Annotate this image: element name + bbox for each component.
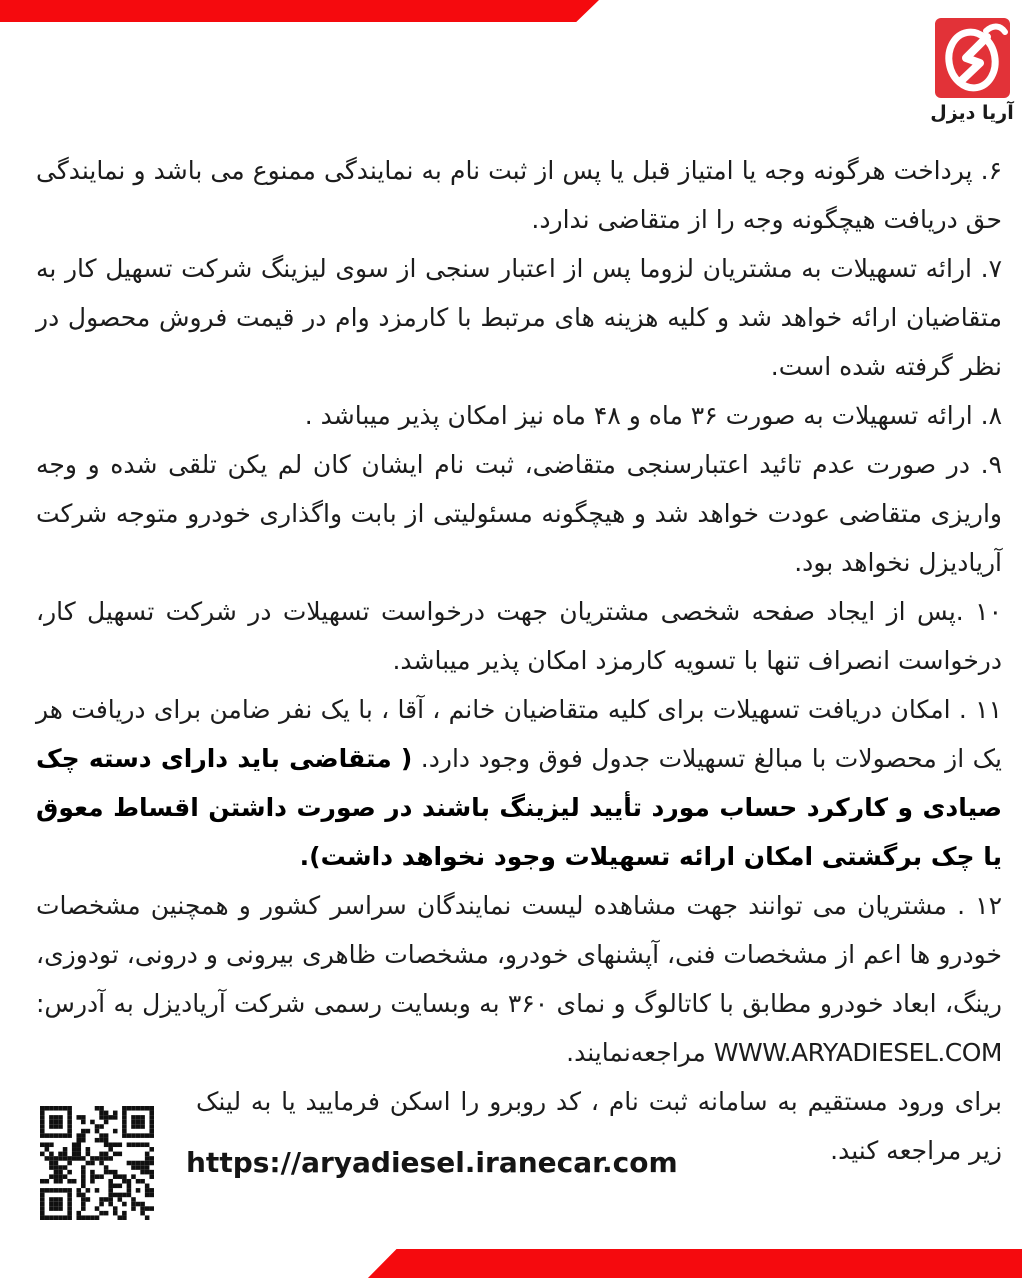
top-red-banner [0, 0, 599, 22]
term-text: مراجعه‌نمایند. [566, 1038, 714, 1067]
arya-diesel-logo-icon [935, 18, 1010, 98]
website-url: WWW.ARYADIESEL.COM [713, 1038, 1002, 1067]
qr-caption: برای ورود مستقیم به سامانه ثبت نام ، کد روبرو را اسکن فرمایید یا به لینک زیر مراجعه کنید. [196, 1087, 1002, 1165]
term-item-10 [36, 587, 1002, 685]
bottom-red-banner [0, 1249, 1022, 1278]
term-text: ۱۱ . امکان دریافت تسهیلات برای کلیه متقاضیان خانم ، آقا ، با یک نفر ضامن برای دریافت هر یک از محصولات با مبالغ تسهیلات جدول فوق وجود دارد. [36, 695, 1003, 773]
term-item-6 [36, 146, 1002, 244]
qr-code [40, 1106, 154, 1220]
terms-section [36, 146, 1002, 1175]
registration-url: https://aryadiesel.iranecar.com [186, 1146, 678, 1179]
term-text: ۶. پرداخت هرگونه وجه یا امتیاز قبل یا پس از ثبت نام به نمایندگی ممنوع می باشد و نمایندگی حق دریافت هیچگونه وجه را از متقاضی ندارد. [36, 156, 1002, 234]
term-text: ۱۲ . مشتریان می توانند جهت مشاهده لیست نمایندگان سراسر کشور و همچنین مشخصات خودرو ها اعم از مشخصات فنی، آپشنهای خودرو، مشخصات ظاهری بیرونی و درونی، تودوزی، رینگ، ابعاد خودرو مطابق با کاتالوگ و نمای ۳۶۰ به وبسایت رسمی شرکت آریادیزل به آدرس: [36, 891, 1002, 1018]
term-text: ۸. ارائه تسهیلات به صورت ۳۶ ماه و ۴۸ ماه نیز امکان پذیر میباشد . [304, 401, 1002, 430]
term-text: ۱۰ .پس از ایجاد صفحه شخصی مشتریان جهت درخواست تسهیلات در شرکت تسهیل کار، درخواست انصراف تنها با تسویه کارمزد امکان پذیر میباشد. [36, 597, 1002, 675]
term-item-11 [36, 685, 1002, 881]
brand-name: آریا دیزل [930, 102, 1014, 124]
term-item-12 [36, 881, 1002, 1077]
term-item-9 [36, 440, 1002, 587]
term-item-7 [36, 244, 1002, 391]
term-text: ۷. ارائه تسهیلات به مشتریان لزوما پس از اعتبار سنجی از سوی لیزینگ شرکت تسهیل کار به متقاضیان ارائه خواهد شد و کلیه هزینه های مرتبط با کارمزد وام در قیمت فروش محصول در نظر گرفته شده است. [36, 254, 1002, 381]
brand-logo [926, 18, 1018, 124]
term-text: ۹. در صورت عدم تائید اعتبارسنجی متقاضی، ثبت نام ایشان کان لم یکن تلقی شده و وجه واریزی متقاضی عودت خواهد شد و هیچگونه مسئولیتی از بابت واگذاری خودرو متوجه شرکت آریادیزل نخواهد بود. [36, 450, 1002, 577]
term-bold-note: ( متقاضی باید دارای دسته چک صیادی و کارکرد حساب مورد تأیید لیزینگ باشند در صورت داشتن اقساط معوق یا چک برگشتی امکان ارائه تسهیلات وجود نخواهد داشت). [36, 744, 1002, 871]
term-item-8 [36, 391, 1002, 440]
